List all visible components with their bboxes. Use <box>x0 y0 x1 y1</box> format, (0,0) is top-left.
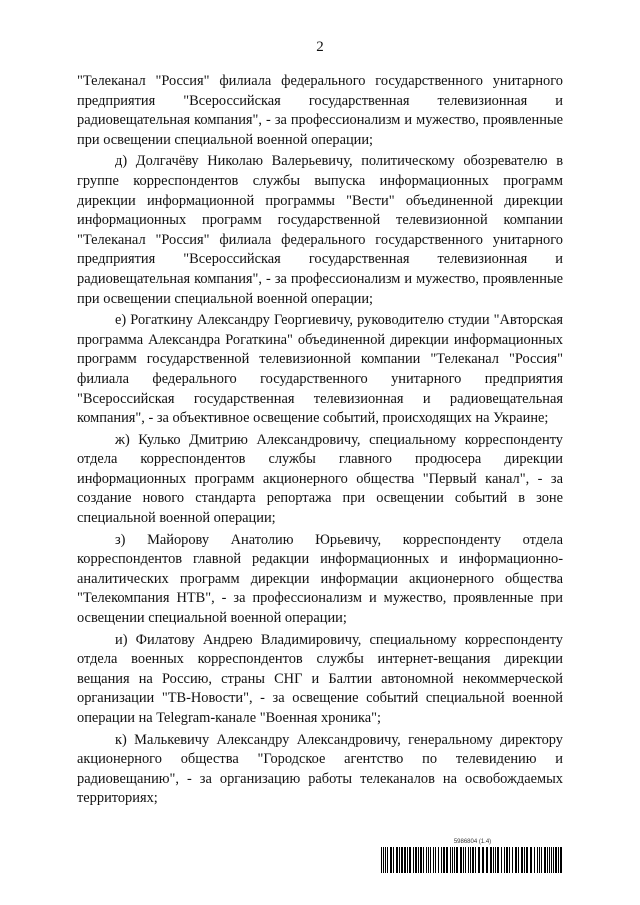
paragraph-continuation: "Телеканал "Россия" филиала федерального государственного унитарного предприятия "Всероссийская государственная телевизионная и радиовещательная компания", - за профессионализм и мужество, проявленные при освещении специальной военной операции; <box>77 73 563 148</box>
paragraph-item-z: з) Майорову Анатолию Юрьевичу, корреспонденту отдела корреспондентов главной редакции информационных и информационно-аналитических программ дирекции информации акционерного общества "Телекомпания НТВ", - за профессионализм и мужество, проявленные при освещении специальной военной операции; <box>77 531 563 627</box>
paragraph-item-k: к) Малькевичу Александру Александровичу, генеральному директору акционерного общества "Городское агентство по телевидению и радиовещанию", - за организацию работы телеканалов на освобождаемых территориях; <box>77 731 563 807</box>
paragraph-item-zh: ж) Кулько Дмитрию Александровичу, специальному корреспонденту отдела корреспондентов службы главного продюсера дирекции информационных программ акционерного общества "Первый канал", - за создание нового стандарта репортажа при освещении событий в зоне специальной военной операции; <box>77 431 563 527</box>
document-body <box>77 72 563 809</box>
paragraph-item-d: д) Долгачёву Николаю Валерьевичу, политическому обозревателю в группе корреспондентов службы выпуска информационных программ дирекции информационной программы "Вести" объединенной дирекции информационных программ государственной телевизионной компании "Телеканал "Россия" филиала федерального государственного унитарного предприятия "Всероссийская государственная телевизионная и радиовещательная компания", - за профессионализм и мужество, проявленные при освещении специальной военной операции; <box>77 153 563 307</box>
barcode-icon <box>381 847 564 873</box>
barcode-block <box>381 839 564 873</box>
barcode-caption: 5986804 (1.4) <box>453 839 492 845</box>
paragraph-item-e: е) Рогаткину Александру Георгиевичу, руководителю студии "Авторская программа Александра Рогаткина" объединенной дирекции информационных программ государственной телевизионной компании "Телеканал "Россия" филиала федерального государственного унитарного предприятия "Всероссийская государственная телевизионная и радиовещательная компания", - за объективное освещение событий, происходящих на Украине; <box>77 312 563 427</box>
paragraph-item-i: и) Филатову Андрею Владимировичу, специальному корреспонденту отдела военных корреспондентов службы интернет-вещания дирекции вещания на Россию, страны СНГ и Балтии автономной некоммерческой организации "ТВ-Новости", - за освещение событий специальной военной операции на Telegram-канале "Военная хроника"; <box>77 631 563 726</box>
page-number: 2 <box>316 39 324 55</box>
